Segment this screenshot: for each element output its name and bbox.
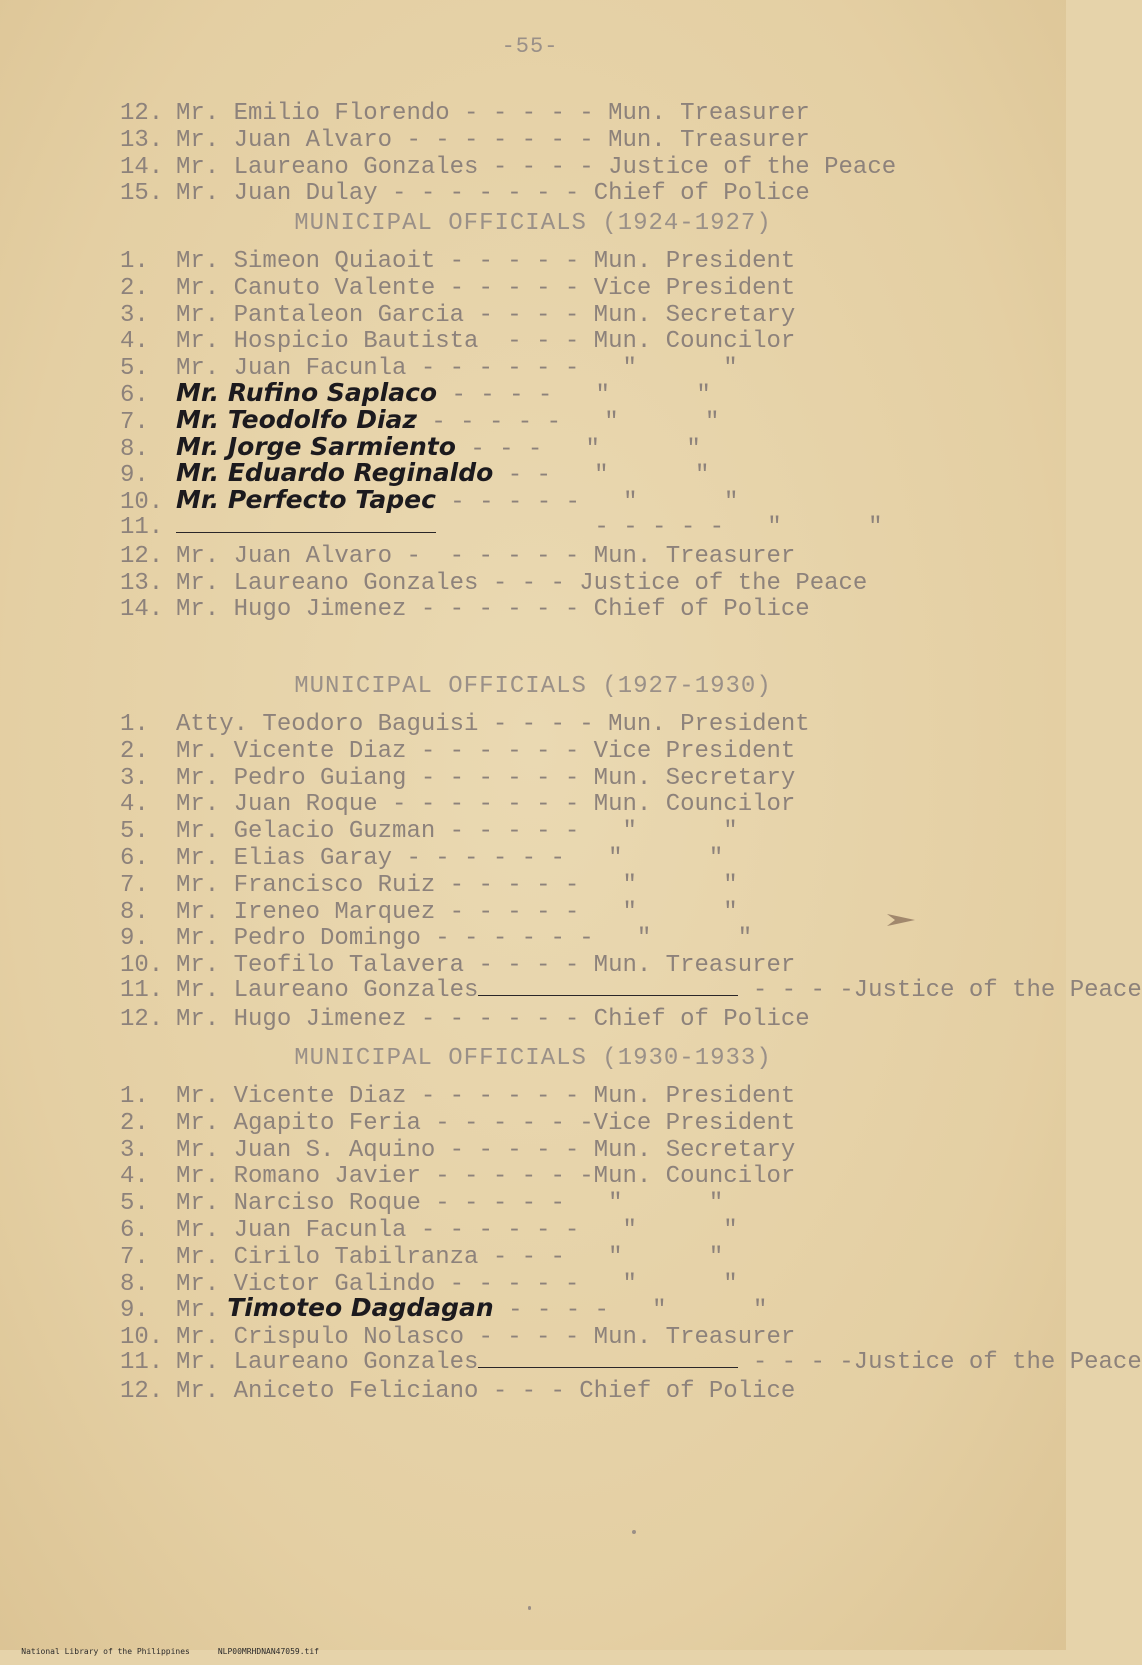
official-row xyxy=(120,514,882,540)
leader-dashes: - - - - - xyxy=(420,1190,580,1218)
official-position: Justice of the Peace xyxy=(853,1349,1142,1376)
official-row xyxy=(120,870,738,899)
official-name: Mr. Cirilo Tabilranza xyxy=(176,1243,479,1271)
section-heading: MUNICIPAL OFFICIALS (1930-1933) xyxy=(294,1045,772,1072)
official-name: Mr. Laureano Gonzales xyxy=(176,569,479,597)
leader-dashes: - - - xyxy=(478,328,594,356)
leader-dashes: - - - - xyxy=(464,952,594,980)
footer-institution: National Library of the Philippines xyxy=(21,1647,190,1656)
official-position: " " xyxy=(738,514,883,541)
row-number: 12. xyxy=(120,1377,164,1405)
official-name: Mr. Juan Facunla xyxy=(176,355,407,383)
leader-dashes: - - - - - - xyxy=(420,1109,594,1137)
official-position: Mun. Secretary xyxy=(593,301,796,329)
official-row xyxy=(120,326,796,356)
official-name: Mr. Hospicio Bautista xyxy=(176,328,479,356)
row-number: 8. xyxy=(120,898,149,926)
official-name: Mr. xyxy=(176,1297,220,1325)
leader-dashes: - - - - - - - xyxy=(377,180,594,208)
official-row xyxy=(120,950,796,980)
row-number: 1. xyxy=(120,1083,149,1110)
leader-dashes: - - xyxy=(493,462,566,490)
row-number: 14. xyxy=(120,153,164,181)
row-number: 14. xyxy=(120,596,164,624)
official-row xyxy=(120,816,738,846)
official-name: Mr. Emilio Florendo xyxy=(176,100,450,127)
official-position: " " xyxy=(593,1270,738,1298)
leader-dashes: - - - - - xyxy=(436,514,739,541)
row-number: 11. xyxy=(120,977,164,1004)
official-name-handwritten xyxy=(478,977,738,996)
official-position: Mun. President xyxy=(593,248,796,275)
row-number: 6. xyxy=(120,382,149,409)
official-position: " " xyxy=(608,925,753,953)
official-position: " " xyxy=(575,408,720,436)
official-row xyxy=(120,789,796,819)
leader-dashes: - - - - - xyxy=(435,248,594,275)
official-position: " " xyxy=(623,1297,768,1325)
leader-dashes: - - - - - - xyxy=(406,737,594,765)
official-name: Mr. Teofilo Talavera xyxy=(176,952,465,980)
leader-dashes: - - - - xyxy=(738,1349,854,1376)
official-name: Mr. Narciso Roque xyxy=(176,1190,421,1218)
official-row xyxy=(120,1108,796,1137)
official-name: Mr. Juan Alvaro xyxy=(176,126,393,154)
official-position: Justice of the Peace xyxy=(853,977,1142,1004)
leader-dashes: - - - - - xyxy=(435,489,595,517)
official-row xyxy=(120,178,810,208)
row-number: 12. xyxy=(120,542,164,570)
row-number: 9. xyxy=(120,1297,149,1325)
official-position: " " xyxy=(593,898,738,926)
row-number: 10. xyxy=(120,952,164,980)
official-row xyxy=(120,897,738,926)
leader-dashes: - - - xyxy=(478,1243,580,1271)
official-name: Mr. Hugo Jimenez xyxy=(176,1005,407,1033)
row-number: 13. xyxy=(120,126,164,154)
official-name: Mr. Vicente Diaz xyxy=(176,737,407,765)
official-position: Chief of Police xyxy=(593,180,810,208)
leader-dashes: - - - - xyxy=(478,153,609,181)
official-position: Vice President xyxy=(593,737,796,765)
official-row xyxy=(120,923,753,953)
official-position: Mun. Treasurer xyxy=(593,952,796,980)
official-name: Mr. Juan Facunla xyxy=(176,1217,407,1244)
row-number: 11. xyxy=(120,514,164,541)
official-position: Mun. Treasurer xyxy=(593,1324,796,1352)
official-name: Mr. Pedro Domingo xyxy=(176,925,421,953)
leader-dashes: - - - - xyxy=(464,1324,594,1352)
leader-dashes: - - - - - xyxy=(435,1136,594,1164)
leader-dashes: - - - - - - xyxy=(406,596,594,624)
leader-dashes: - - - - - - - xyxy=(392,126,609,154)
official-name-handwritten: Mr. Teodolfo Diaz xyxy=(176,404,417,434)
ink-dot-mark xyxy=(528,1606,531,1610)
row-number: 2. xyxy=(120,1109,149,1137)
official-name: Mr. Victor Galindo xyxy=(176,1270,436,1298)
row-number: 12. xyxy=(120,100,164,127)
official-position: " " xyxy=(593,818,738,846)
leader-dashes: - - - - - xyxy=(416,408,576,436)
official-row xyxy=(120,458,710,490)
leader-dashes: - - - - - - xyxy=(420,1163,594,1191)
leader-dashes: - - - xyxy=(455,435,557,463)
official-position: Mun. Treasurer xyxy=(608,126,810,154)
official-name: Mr. Romano Javier xyxy=(176,1163,421,1191)
row-number: 4. xyxy=(120,1163,149,1191)
row-number: 12. xyxy=(120,1005,164,1033)
official-name: Mr. Juan S. Aquino xyxy=(176,1136,436,1164)
official-row xyxy=(120,977,1142,1003)
row-number: 11. xyxy=(120,1349,164,1376)
official-position: Mun. President xyxy=(593,1083,796,1110)
official-position: " " xyxy=(565,462,710,490)
scan-footer xyxy=(2,1638,347,1665)
official-position: Mun. President xyxy=(608,711,810,738)
footer-file-id: NLP00MRHDNAN47059.tif xyxy=(217,1647,319,1656)
leader-dashes: - - - - - xyxy=(435,274,594,302)
leader-dashes: - - - - - - xyxy=(406,1083,594,1110)
official-position: " " xyxy=(593,355,738,383)
leader-dashes: - - - - - - xyxy=(406,764,594,792)
row-number: 9. xyxy=(120,462,149,490)
official-name: Mr. Agapito Feria xyxy=(176,1109,421,1137)
official-name: Mr. Gelacio Guzman xyxy=(176,818,436,846)
row-number: 3. xyxy=(120,1136,149,1164)
official-position: Mun. Councilor xyxy=(593,328,796,356)
row-number: 10. xyxy=(120,1324,164,1352)
official-row xyxy=(120,485,739,517)
leader-dashes: - - - - - - - xyxy=(377,791,594,819)
ink-arrow-mark xyxy=(885,910,919,930)
official-name: Mr. Canuto Valente xyxy=(176,274,436,302)
official-name: Mr. Juan Alvaro xyxy=(176,542,393,570)
official-position: " " xyxy=(556,435,701,463)
official-row xyxy=(120,594,810,624)
row-number: 5. xyxy=(120,818,149,846)
official-row xyxy=(120,1376,796,1405)
page-number: -55- xyxy=(501,34,559,59)
leader-dashes: - - - - - xyxy=(435,818,594,846)
official-position: " " xyxy=(579,1243,724,1271)
row-number: 5. xyxy=(120,1190,149,1218)
official-name: Mr. Francisco Ruiz xyxy=(176,871,436,899)
official-position: Vice President xyxy=(593,274,796,302)
official-name: Mr. Simeon Quiaoit xyxy=(176,248,436,275)
official-name-handwritten: Timoteo Dagdagan xyxy=(227,1293,494,1323)
official-name: Mr. Juan Roque xyxy=(176,791,378,819)
row-number: 7. xyxy=(120,871,149,899)
official-row xyxy=(120,736,796,765)
official-position: Chief of Police xyxy=(593,1005,810,1033)
official-row xyxy=(120,709,810,738)
official-name-handwritten: Mr. Perfecto Tapec xyxy=(176,485,436,515)
official-name: Mr. Vicente Diaz xyxy=(176,1083,407,1110)
official-position: " " xyxy=(593,1217,738,1244)
section-heading: MUNICIPAL OFFICIALS (1927-1930) xyxy=(294,673,772,700)
official-name-handwritten xyxy=(478,1349,738,1368)
official-position: " " xyxy=(579,845,724,872)
leader-dashes: - - - xyxy=(478,569,580,597)
official-name-handwritten: Mr. Rufino Saplaco xyxy=(176,378,438,407)
official-position: Mun. Treasurer xyxy=(593,542,796,570)
row-number: 15. xyxy=(120,180,164,208)
leader-dashes: - - - - xyxy=(437,382,567,409)
row-number: 7. xyxy=(120,1243,149,1271)
row-number: 9. xyxy=(120,925,149,953)
leader-dashes: - - - - - xyxy=(435,871,594,899)
leader-dashes: - - - - - - xyxy=(406,1005,594,1033)
official-row xyxy=(120,300,796,329)
official-row xyxy=(120,1004,810,1033)
official-position: " " xyxy=(594,489,739,517)
official-name-handwritten: Mr. Jorge Sarmiento xyxy=(176,431,456,461)
leader-dashes: - - - - xyxy=(738,977,854,1004)
official-row xyxy=(120,1161,796,1191)
official-name: Mr. Hugo Jimenez xyxy=(176,596,407,624)
row-number: 8. xyxy=(120,1270,149,1298)
official-row xyxy=(120,1242,724,1271)
official-position: Mun. Secretary xyxy=(593,1136,796,1164)
official-position: Mun. Councilor xyxy=(593,791,796,819)
section-heading: MUNICIPAL OFFICIALS (1924-1927) xyxy=(294,210,772,237)
official-name: Mr. Elias Garay xyxy=(176,845,393,872)
row-number: 7. xyxy=(120,408,149,436)
row-number: 2. xyxy=(120,274,149,302)
leader-dashes: - - - - xyxy=(464,301,594,329)
official-row xyxy=(120,125,810,154)
row-number: 1. xyxy=(120,711,149,738)
official-name: Mr. Laureano Gonzales xyxy=(176,977,479,1004)
official-row xyxy=(120,1293,768,1325)
official-row xyxy=(120,404,720,436)
official-position: Justice of the Peace xyxy=(608,153,897,181)
row-number: 13. xyxy=(120,569,164,597)
leader-dashes: - - - - xyxy=(478,711,609,738)
official-row xyxy=(120,1135,796,1164)
official-row xyxy=(120,1188,724,1218)
official-name: Mr. Juan Dulay xyxy=(176,180,378,208)
official-position: " " xyxy=(593,871,738,899)
official-position: Justice of the Peace xyxy=(579,569,868,597)
official-name: Mr. Crispulo Nolasco xyxy=(176,1324,465,1352)
official-row xyxy=(120,1322,796,1352)
official-name: Mr. Laureano Gonzales xyxy=(176,153,479,181)
official-row xyxy=(120,246,796,275)
official-name-handwritten: Mr. Eduardo Reginaldo xyxy=(176,458,494,488)
official-position: Mun. Councilor xyxy=(593,1163,796,1191)
leader-dashes: - - - - - xyxy=(449,100,609,127)
official-row xyxy=(120,378,711,409)
official-position: Chief of Police xyxy=(593,596,810,624)
official-row xyxy=(120,152,897,181)
row-number: 4. xyxy=(120,328,149,356)
official-row xyxy=(120,98,810,127)
official-row xyxy=(120,1349,1142,1375)
leader-dashes: - - - - - - xyxy=(406,355,594,383)
leader-dashes: - - - - - xyxy=(435,1270,594,1298)
official-name: Mr. Pedro Guiang xyxy=(176,764,407,792)
official-row xyxy=(120,568,868,597)
official-row xyxy=(120,273,796,302)
ink-dot-mark xyxy=(632,1530,636,1534)
official-position: Mun. Secretary xyxy=(593,764,796,792)
official-name: Mr. Aniceto Feliciano xyxy=(176,1377,479,1405)
official-row xyxy=(120,431,701,463)
leader-dashes: - - - xyxy=(478,1377,580,1405)
official-row xyxy=(120,541,796,570)
leader-dashes: - - - - - - xyxy=(392,542,594,570)
row-number: 2. xyxy=(120,737,149,765)
leader-dashes: - - - - - - xyxy=(406,1217,594,1244)
official-name: Mr. Ireneo Marquez xyxy=(176,898,436,926)
row-number: 6. xyxy=(120,845,149,872)
official-position: Chief of Police xyxy=(579,1377,796,1405)
leader-dashes: - - - - - - xyxy=(420,925,609,953)
leader-dashes: - - - - xyxy=(493,1297,624,1325)
row-number: 3. xyxy=(120,301,149,329)
row-number: 5. xyxy=(120,355,149,383)
official-name-handwritten xyxy=(176,514,436,533)
official-name: Atty. Teodoro Baguisi xyxy=(176,711,479,738)
official-row xyxy=(120,1215,738,1244)
official-row xyxy=(120,1081,796,1110)
leader-dashes: - - - - - xyxy=(435,898,594,926)
official-position: Mun. Treasurer xyxy=(608,100,810,127)
official-row xyxy=(120,353,738,383)
row-number: 3. xyxy=(120,764,149,792)
official-position: " " xyxy=(579,1190,724,1218)
official-name: Mr. Pantaleon Garcia xyxy=(176,301,465,329)
official-row xyxy=(120,843,724,872)
row-number: 8. xyxy=(120,435,149,463)
row-number: 4. xyxy=(120,791,149,819)
official-name: Mr. Laureano Gonzales xyxy=(176,1349,479,1376)
leader-dashes: - - - - - - xyxy=(392,845,580,872)
row-number: 1. xyxy=(120,248,149,275)
row-number: 6. xyxy=(120,1217,149,1244)
row-number: 10. xyxy=(120,489,164,517)
official-row xyxy=(120,763,796,792)
official-position: " " xyxy=(566,382,711,409)
official-position: Vice President xyxy=(593,1109,796,1137)
official-row xyxy=(120,1269,738,1298)
